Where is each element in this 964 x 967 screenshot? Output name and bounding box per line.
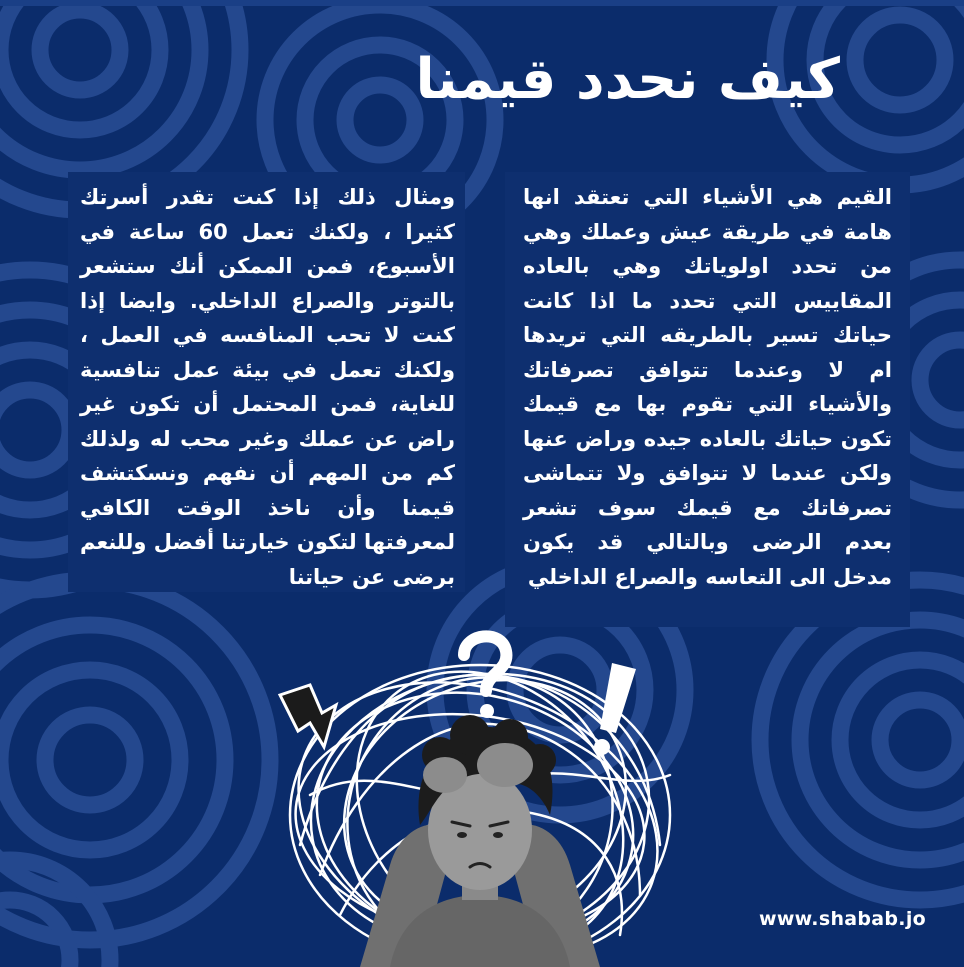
page-title: كيف نحدد قيمنا <box>415 47 840 112</box>
circle-group-bottom-left <box>0 580 270 940</box>
lightning-bolt-icon <box>280 685 336 747</box>
top-band <box>0 0 964 6</box>
text-panel-right <box>505 172 910 627</box>
website-url: www.shabab.jo <box>758 908 926 930</box>
question-mark-icon <box>464 636 506 718</box>
person-figure <box>360 715 600 967</box>
circle-group-bottom-right <box>760 580 964 900</box>
paragraph-values-example: ومثال ذلك إذا كنت تقدر أسرتك كثيرا ، ولكنك تعمل 60 ساعة في الأسبوع، فمن الممكن أنك ستشعر بالتوتر والصراع الداخلي. وايضا إذا كنت لا تحب المنافسه في العمل ، ولكنك تعمل في بيئة عمل تنافسية للغاية، فمن المحتمل أن تكون غير راض عن عملك وغير محب له ولذلك كم من المهم أن نفهم ونسكتشف قيمنا وأن ناخذ الوقت الكافي لمعرفتها لتكون خيارتنا أفضل وللنعم برضى عن حياتنا <box>80 185 455 589</box>
stressed-person-illustration <box>240 615 720 967</box>
text-panel-left <box>68 172 465 592</box>
paragraph-values-definition: القيم هي الأشياء التي تعتقد انها هامة في طريقة عيش وعملك وهي من تحدد اولوياتك وهي بالعاده المقاييس التي تحدد ما اذا كانت حياتك تسير بالطريقه التي تريدها ام لا وعندما تتوافق تصرفاتك والأشياء التي تقوم بها مع قيمك تكون حياتك بالعاده جيده وراض عنها ولكن عندما لا تتوافق ولا تتماشى تصرفاتك مع قيمك سوف تشعر بعدم الرضى وبالتالي قد يكون مدخل الى التعاسه والصراع الداخلي <box>523 185 892 589</box>
